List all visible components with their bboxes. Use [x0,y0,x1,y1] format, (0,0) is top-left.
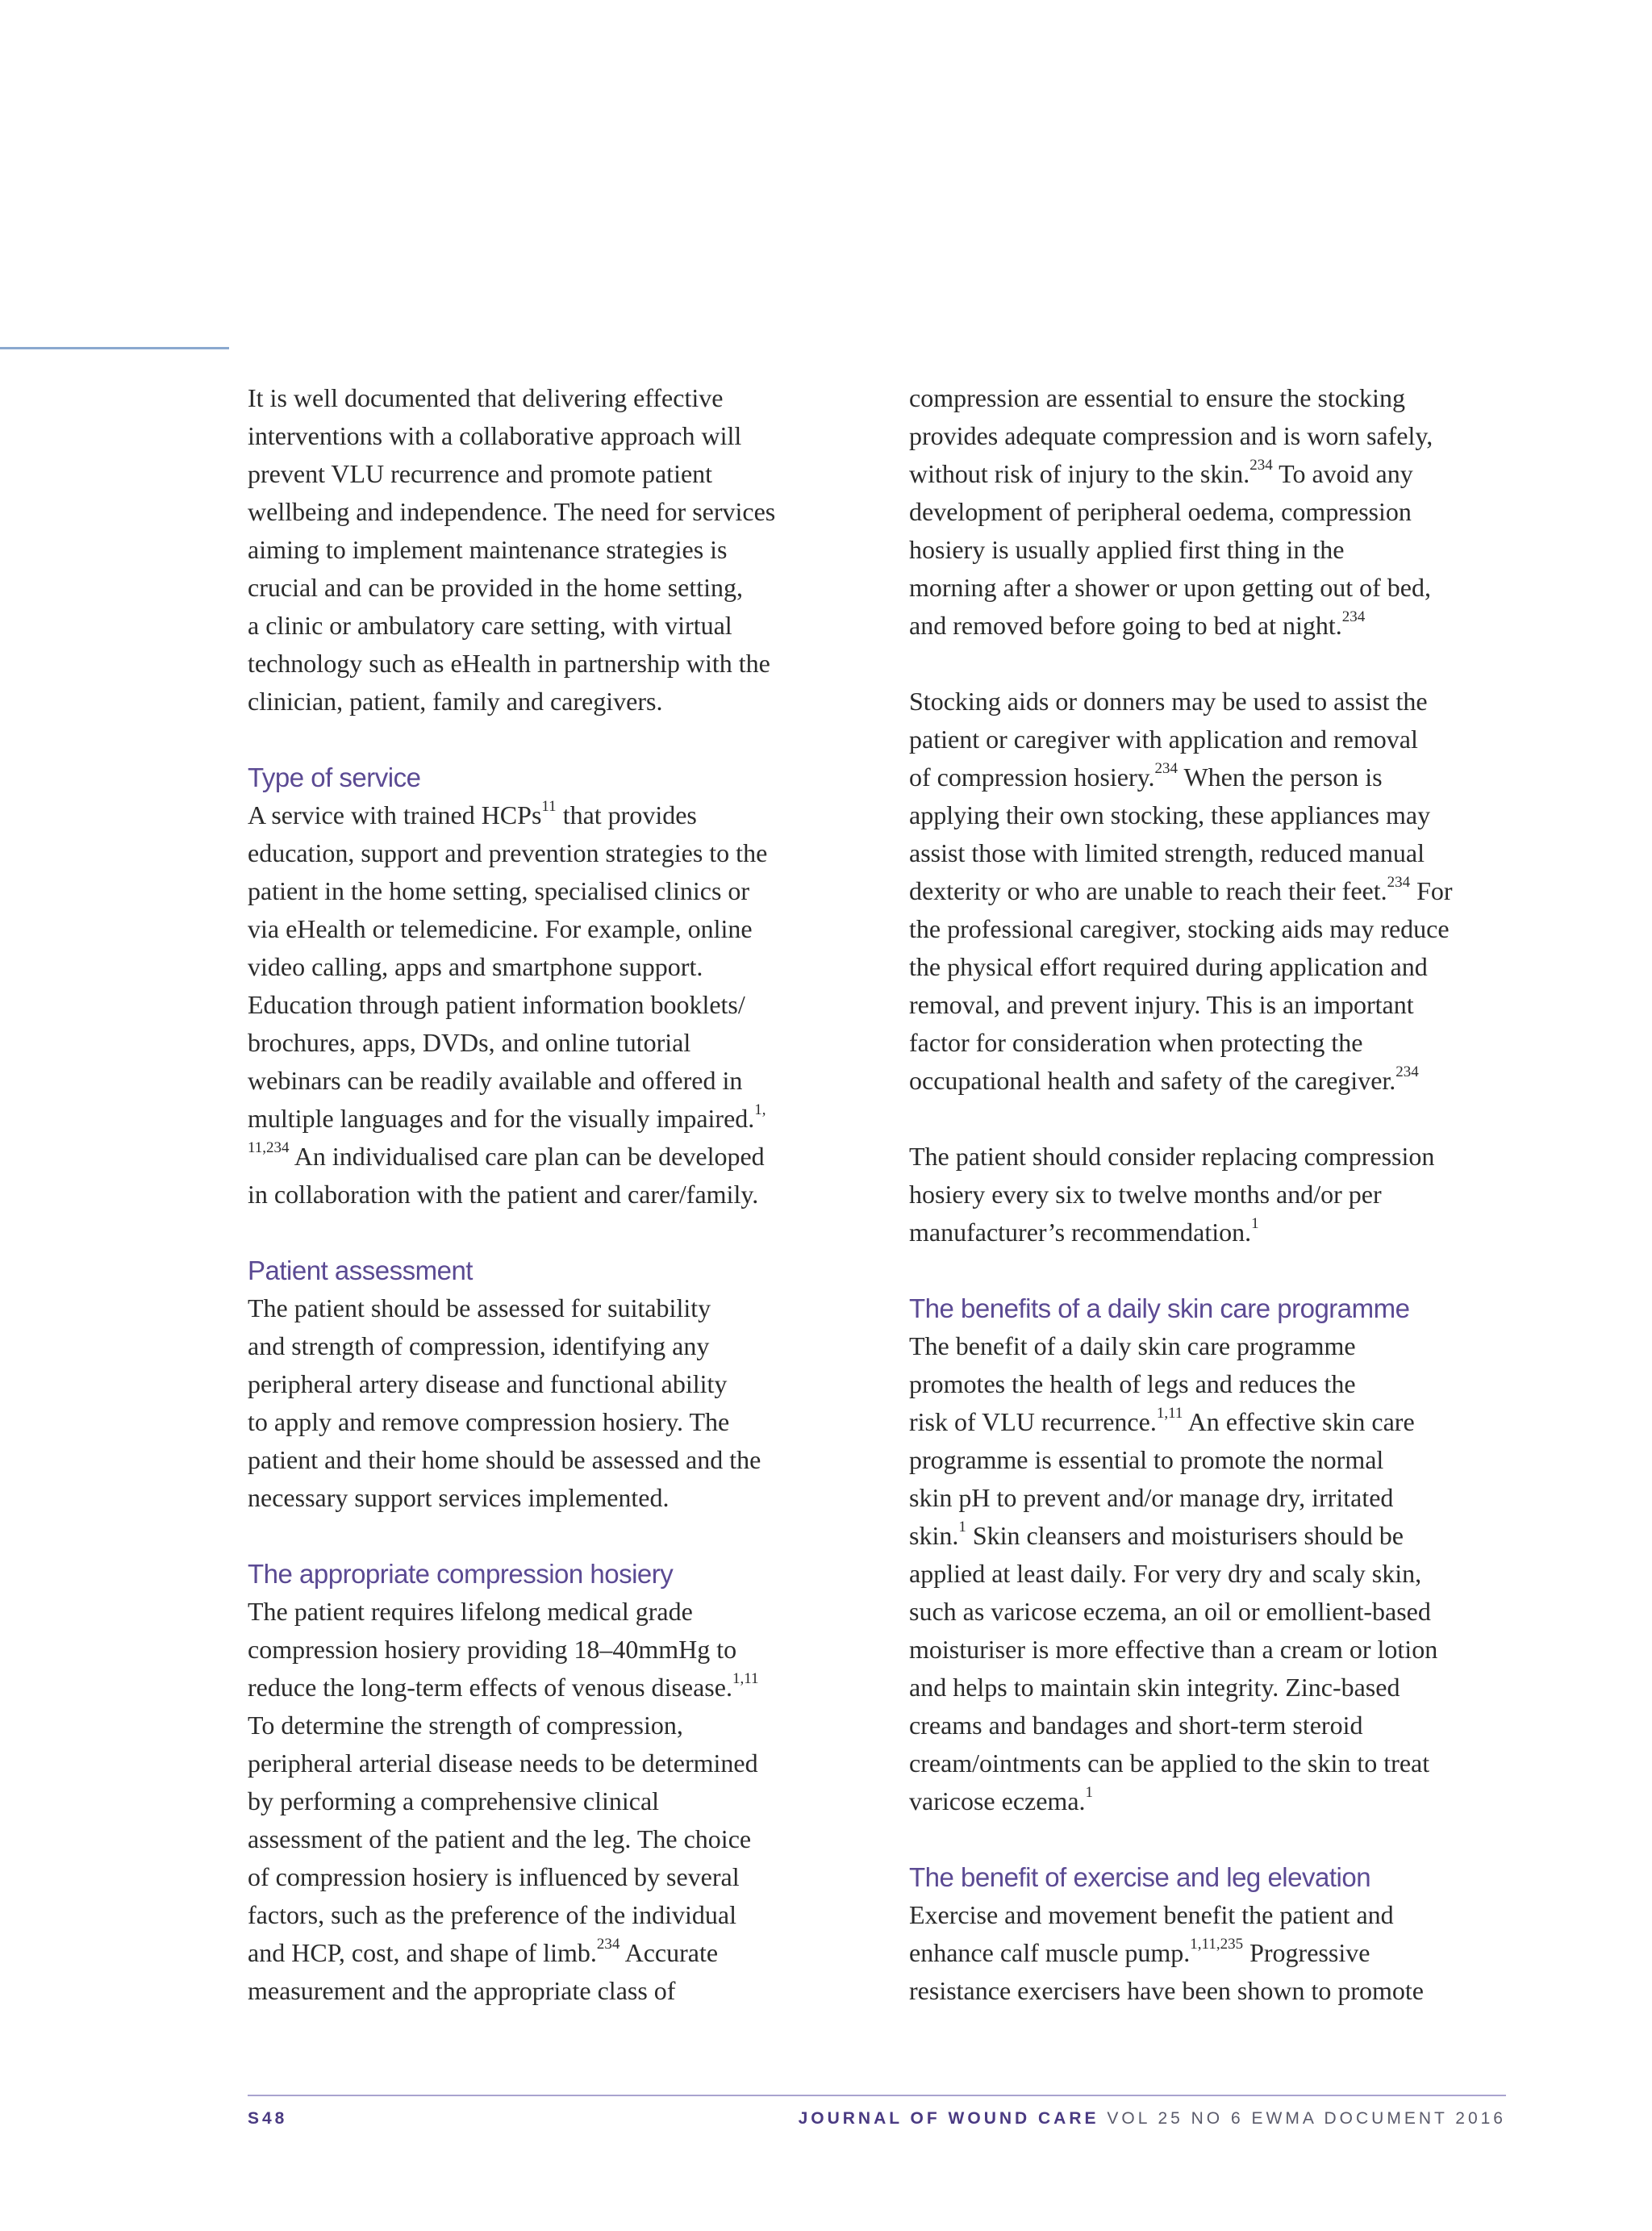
exercise-paragraph: Exercise and movement benefit the patient and enhance calf muscle pump.$^{1,11,235}$ Progressive resistance exercisers have been shown to promote [909,1900,1424,2005]
intro-paragraph: It is well documented that delivering effective interventions with a collaborative approach will prevent VLU recurrence and promote patient wellbeing and independence. The need for services aiming to implement maintenance strategies is crucial and can be provided in the home setting, a clinic or ambulatory care setting, with virtual technology such as eHealth in partnership with the clinician, patient, family and caregivers. [248,383,776,716]
compression-hosiery-paragraph: The patient requires lifelong medical grade compression hosiery providing 18–40mmHg to reduce the long-term effects of venous disease.$^{1,11}$ To determine the strength of compression, peripheral arterial disease needs to be determined by performing a comprehensive clinical assessment of the patient and the leg. The choice of compression hosiery is influenced by several factors, such as the preference of the individual and HCP, cost, and shape of limb.$^{234}$ Accurate measurement and the appropriate class of [248,1597,759,2005]
page-number: S48 [248,2109,288,2128]
heading-patient-assessment: Patient assessment [248,1255,473,1285]
heading-exercise: The benefit of exercise and leg elevation [909,1862,1371,1892]
page-footer [248,2109,1506,2138]
right-column [909,379,1506,2010]
compression-continuation-paragraph: compression are essential to ensure the stocking provides adequate compression and is worn safely, without risk of injury to the skin.$^{234}$ To avoid any development of peripheral oedema, compression hosiery is usually applied first thing in the morning after a shower or upon getting out of bed, and removed before going to bed at night.$^{234}$ [909,383,1433,640]
heading-type-of-service: Type of service [248,762,421,792]
type-of-service-paragraph: A service with trained HCPs$^{11}$ that provides education, support and prevention strategies to the patient in the home setting, specialised clinics or via eHealth or telemedicine. For example, online video calling, apps and smartphone support. Education through patient information booklets/ brochures, apps, DVDs, and online tutorial webinars can be readily available and offered in multiple languages and for the visually impaired.$^{1,}$ $^{11,234}$ An individualised care plan can be developed in collaboration with the patient and carer/family. [248,797,768,1209]
footer-rule [248,2095,1506,2096]
journal-citation [799,2109,1506,2129]
patient-assessment-paragraph: The patient should be assessed for suitability and strength of compression, identifying any peripheral artery disease and functional ability to apply and remove compression hosiery. The patient and their home should be assessed and the necessary support services implemented. [248,1293,761,1512]
replacement-paragraph: The patient should consider replacing compression hosiery every six to twelve months and/or per manufacturer’s recommendation.$^1$ [909,1142,1435,1247]
skin-care-paragraph: The benefit of a daily skin care programme promotes the health of legs and reduces the risk of VLU recurrence.$^{1,11}$ An effective skin care programme is essential to promote the normal skin pH to prevent and/or manage dry, irritated skin.$^1$ Skin cleansers and moisturisers should be applied at least daily. For very dry and scaly skin, such as varicose eczema, an oil or emollient-based moisturiser is more effective than a cream or lotion and helps to maintain skin integrity. Zinc-based creams and bandages and short-term steroid cream/ointments can be applied to the skin to treat varicose eczema.$^1$ [909,1331,1438,1815]
issue-info: VOL 25 NO 6 EWMA DOCUMENT 2016 [1107,2109,1506,2128]
top-accent-rule [0,347,229,349]
heading-skin-care: The benefits of a daily skin care programme [909,1293,1410,1323]
stocking-aids-paragraph: Stocking aids or donners may be used to assist the patient or caregiver with application and removal of compression hosiery.$^{234}$ When the person is applying their own stocking, these appliances may assist those with limited strength, reduced manual dexterity or who are unable to reach their feet.$^{234}$ For the professional caregiver, stocking aids may reduce the physical effort required during application and removal, and prevent injury. This is an important factor for consideration when protecting the occupational health and safety of the caregiver.$^{234}$ [909,687,1453,1095]
heading-compression-hosiery: The appropriate compression hosiery [248,1559,674,1589]
left-column [248,379,861,2010]
journal-name: JOURNAL OF WOUND CARE [798,2109,1099,2128]
